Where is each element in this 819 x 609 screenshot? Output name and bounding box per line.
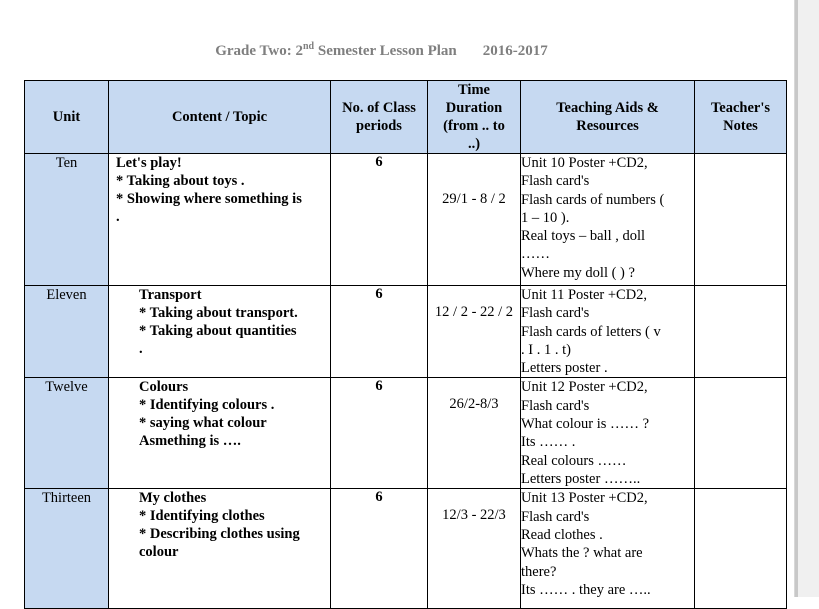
- periods-cell: 6: [331, 489, 428, 609]
- header-content-topic: Content / Topic: [109, 81, 331, 154]
- aids-line: Its …… . they are …..: [521, 581, 651, 598]
- content-line: * Identifying colours .: [139, 397, 275, 414]
- title-prefix: Grade Two: 2: [215, 43, 303, 59]
- aids-line: Its …… .: [521, 434, 576, 451]
- scrollbar-gutter[interactable]: [794, 0, 819, 597]
- content-line: * Identifying clothes: [139, 508, 265, 525]
- notes-cell[interactable]: [695, 154, 787, 286]
- aids-line: . I . 1 . t): [521, 341, 571, 358]
- title-year: 2016-2017: [482, 43, 548, 59]
- aids-cell: [521, 154, 695, 286]
- header-time-duration: Time Duration (from .. to ..): [428, 81, 521, 154]
- content-line: * Showing where something is: [116, 191, 302, 207]
- aids-cell: [521, 286, 695, 378]
- unit-cell: Ten: [25, 154, 109, 286]
- aids-line: Unit 11 Poster +CD2,: [521, 287, 648, 303]
- header-class-periods: No. of Class periods: [331, 81, 428, 154]
- time-cell: [428, 489, 521, 609]
- aids-line: Unit 12 Poster +CD2,: [521, 379, 648, 396]
- time-cell: [428, 154, 521, 286]
- aids-line: What colour is …… ?: [521, 416, 650, 433]
- table-header-row: [25, 81, 787, 154]
- aids-line: there?: [521, 563, 557, 580]
- title-superscript: nd: [303, 41, 315, 52]
- page-edge-shadow: [795, 0, 798, 597]
- time-value: 12/3 - 22/3: [442, 507, 506, 524]
- notes-cell[interactable]: [695, 378, 787, 489]
- content-line: Colours: [139, 379, 189, 396]
- table-row: [25, 286, 787, 378]
- header-teaching-aids: Teaching Aids & Resources: [521, 81, 695, 154]
- content-line: * Taking about toys .: [116, 173, 245, 189]
- periods-cell: 6: [331, 154, 428, 286]
- content-cell: [109, 378, 331, 489]
- content-line: .: [116, 209, 120, 225]
- aids-line: Real colours ……: [521, 452, 627, 469]
- aids-cell: [521, 489, 695, 609]
- content-line: * Taking about quantities: [139, 323, 297, 339]
- notes-cell[interactable]: [695, 489, 787, 609]
- content-cell: [109, 286, 331, 378]
- periods-cell: 6: [331, 378, 428, 489]
- aids-cell: [521, 378, 695, 489]
- content-line: .: [139, 341, 143, 357]
- periods-cell: 6: [331, 286, 428, 378]
- aids-line: Flash card's: [521, 173, 590, 190]
- aids-line: Real toys – ball , doll: [521, 228, 646, 245]
- content-line: * Taking about transport.: [139, 305, 298, 321]
- aids-line: Flash cards of letters ( v: [521, 323, 661, 340]
- aids-line: Flash card's: [521, 508, 590, 525]
- notes-cell[interactable]: [695, 286, 787, 378]
- aids-line: Flash card's: [521, 397, 590, 414]
- unit-cell: Thirteen: [25, 489, 109, 609]
- title-suffix: Semester Lesson Plan: [314, 43, 457, 59]
- content-line: Transport: [139, 287, 202, 303]
- aids-line: 1 – 10 ).: [521, 209, 570, 226]
- content-cell: [109, 154, 331, 286]
- unit-cell: Eleven: [25, 286, 109, 378]
- aids-line: ……: [521, 246, 550, 263]
- time-cell: [428, 286, 521, 378]
- time-value: 29/1 - 8 / 2: [442, 191, 506, 207]
- aids-line: Letters poster ……..: [521, 470, 641, 487]
- time-value: 12 / 2 - 22 / 2: [434, 304, 514, 320]
- aids-line: Where my doll ( ) ?: [521, 264, 635, 281]
- content-line: Let's play!: [116, 155, 182, 171]
- aids-line: Letters poster .: [521, 360, 608, 377]
- lesson-plan-table: [24, 80, 787, 609]
- header-unit: Unit: [25, 81, 109, 154]
- page-title: [0, 41, 763, 60]
- content-line: colour: [139, 544, 179, 561]
- content-line: My clothes: [139, 490, 207, 507]
- content-line: * saying what colour: [139, 415, 267, 432]
- aids-line: Unit 13 Poster +CD2,: [521, 490, 648, 507]
- aids-line: Flash cards of numbers (: [521, 191, 665, 208]
- aids-line: Flash card's: [521, 305, 590, 322]
- unit-cell: Twelve: [25, 378, 109, 489]
- content-line: * Describing clothes using: [139, 526, 300, 543]
- table-row: [25, 154, 787, 286]
- table-row: [25, 489, 787, 609]
- header-teachers-notes: Teacher's Notes: [695, 81, 787, 154]
- table-row: [25, 378, 787, 489]
- aids-line: Whats the ? what are: [521, 545, 643, 562]
- time-cell: [428, 378, 521, 489]
- aids-line: Read clothes .: [521, 527, 603, 544]
- time-value: 26/2-8/3: [449, 396, 499, 413]
- content-cell: [109, 489, 331, 609]
- content-line: Asmething is ….: [139, 433, 241, 450]
- aids-line: Unit 10 Poster +CD2,: [521, 155, 648, 171]
